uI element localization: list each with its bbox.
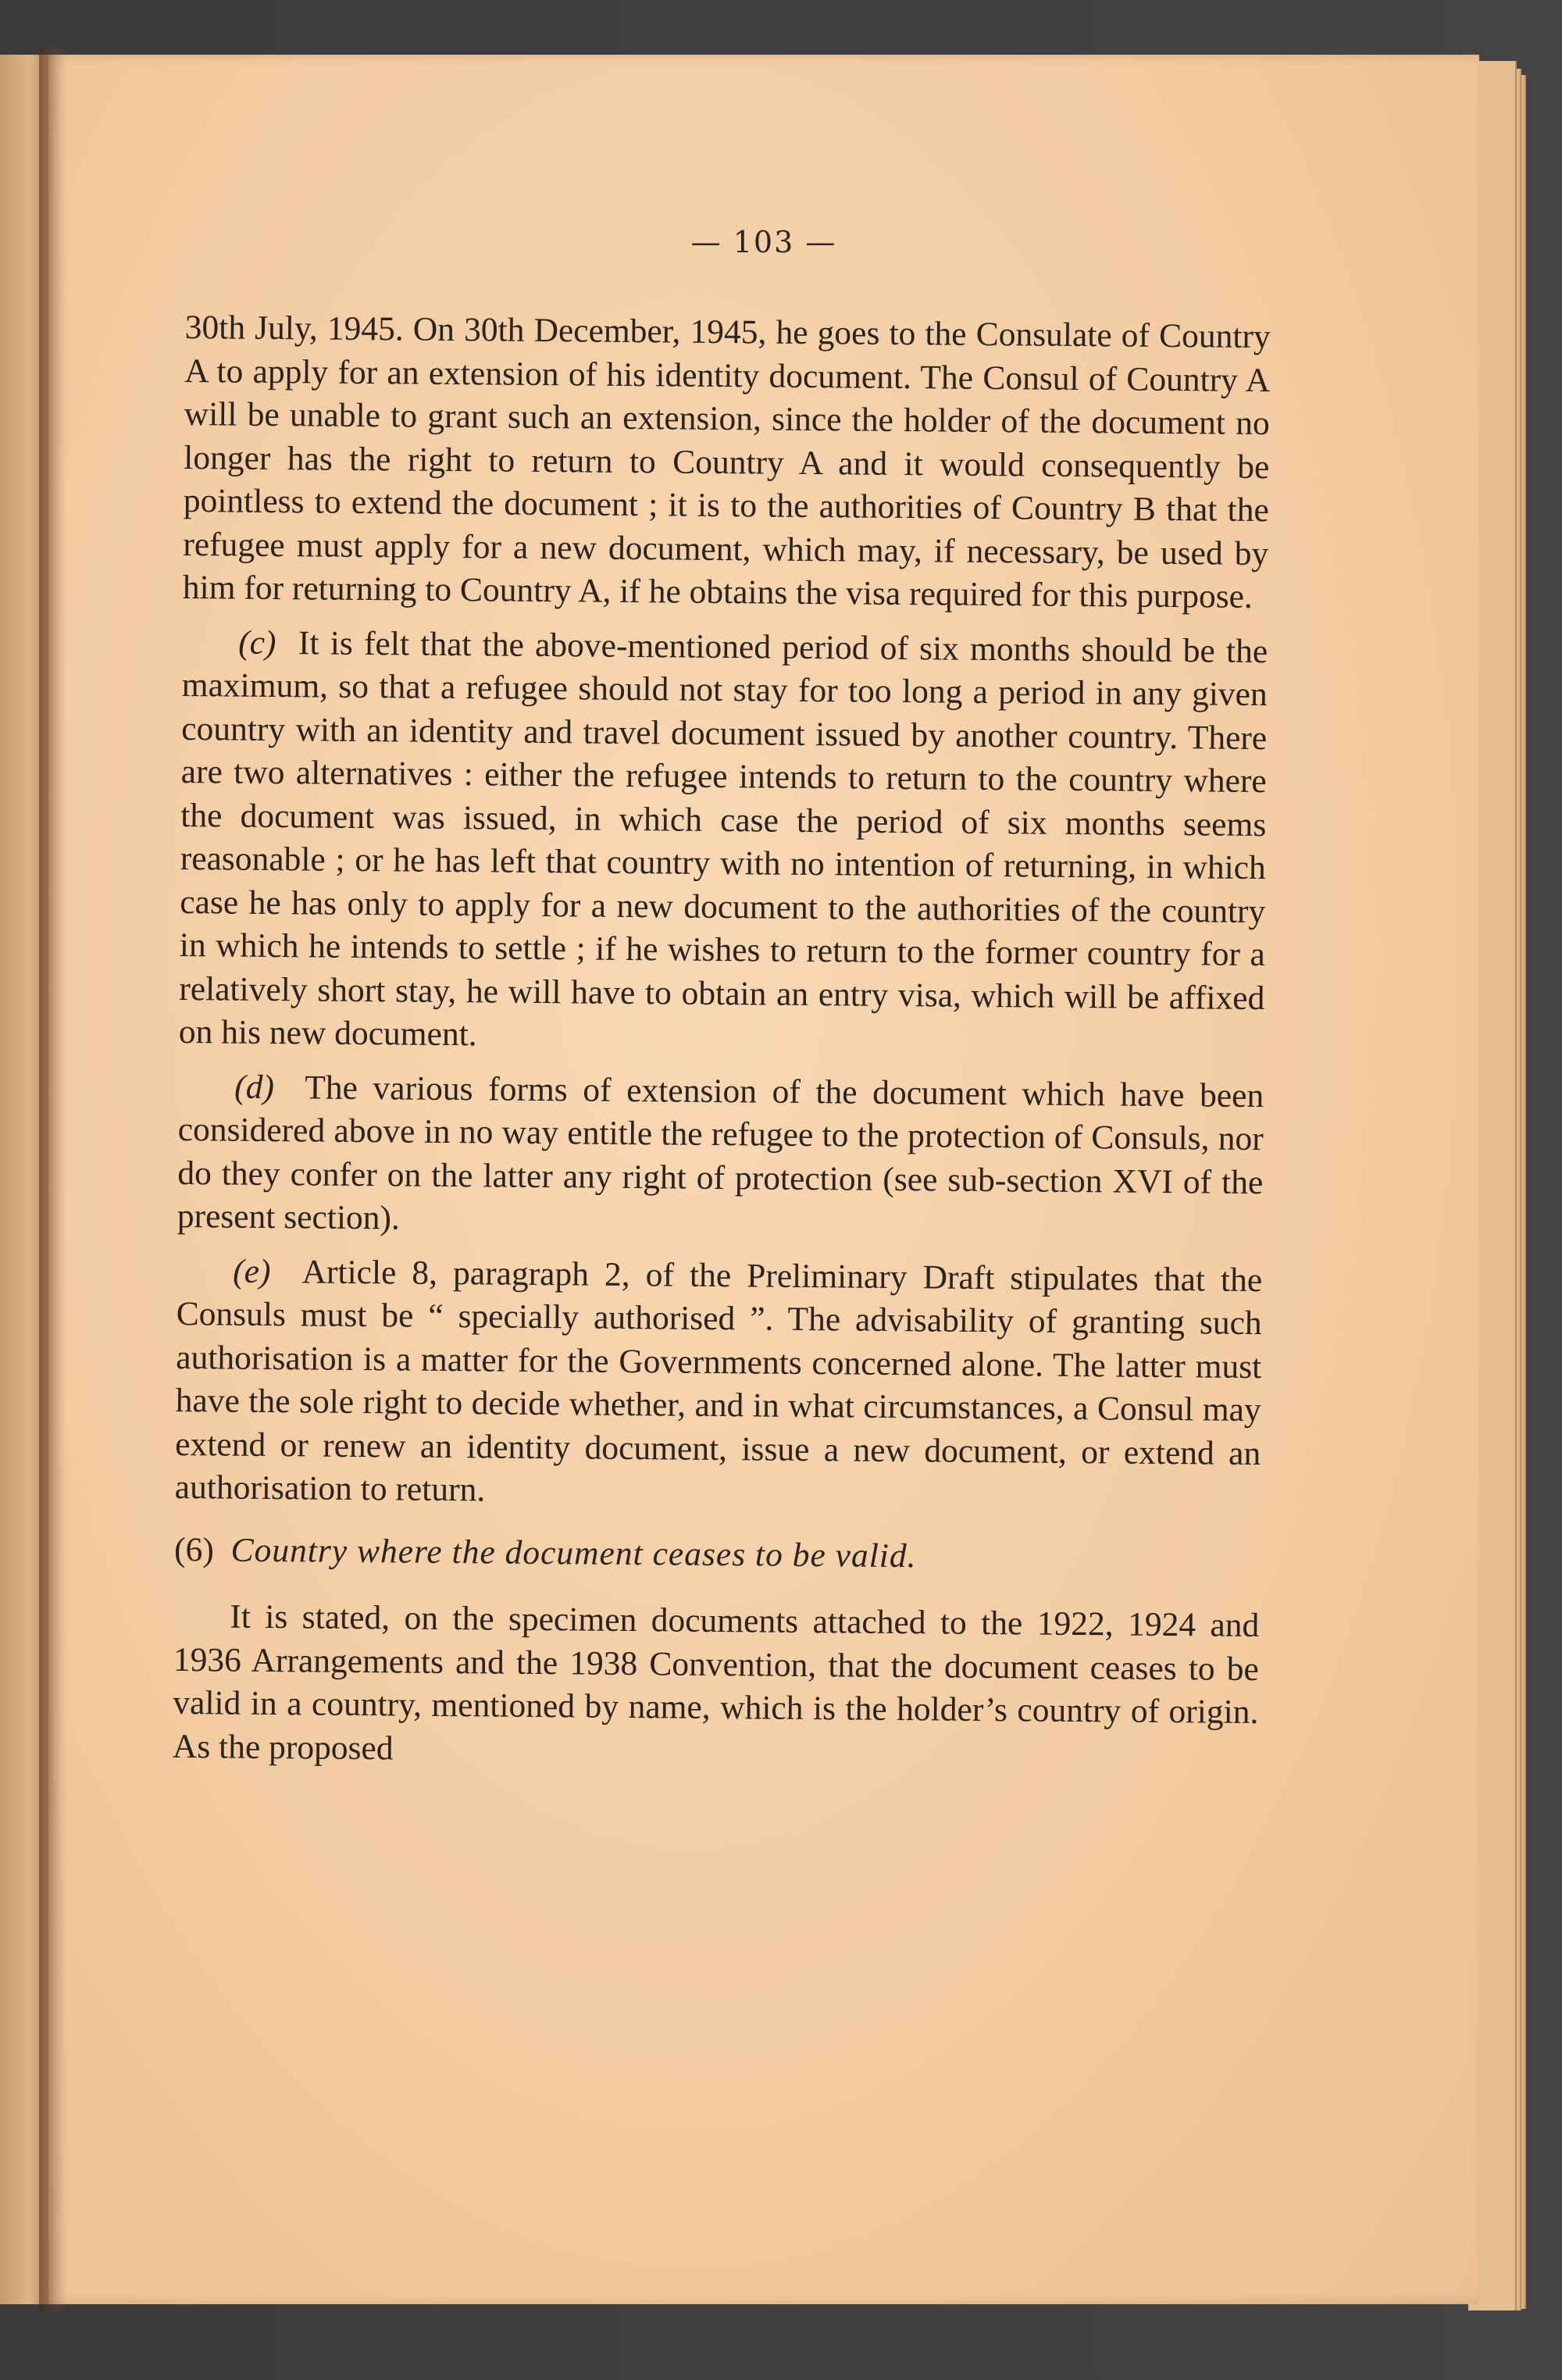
item-label: (c) xyxy=(238,623,276,662)
book-page xyxy=(48,55,1479,2304)
paragraph-continued: 30th July, 1945. On 30th December, 1945, he goes to the Consulate of Country A to apply for an extension of his identity document. The Consul of Country A will be unable to grant such an extension, since the holder of the document no longer has the right to return to Country A and it would consequently be pointless to extend the document ; it is to the authorities of Country B that the refugee must apply for a new document, which may, if necessary, be used by him for returning to Country A, if he obtains the visa required for this purpose. xyxy=(182,308,1271,616)
item-text: The various forms of extension of the document which have been considered above in no way entitle the refugee to the protection of Consuls, nor do they confer on the latter any right of protection (see sub-section XVI of the present section). xyxy=(177,1068,1264,1237)
item-label: (d) xyxy=(234,1068,275,1106)
section-title: Country where the document ceases to be valid. xyxy=(230,1531,917,1575)
section-heading xyxy=(174,1528,1260,1581)
item-label: (e) xyxy=(233,1252,271,1290)
spine-shadow xyxy=(39,47,67,2312)
paragraph-c xyxy=(179,620,1268,1063)
item-text: Article 8, paragraph 2, of the Preliminary Draft stipulates that the Consuls must be “ specially authorised ”. The advisability of granting such authorisation is a matter for the Governments concerned alone. The latter must have the sole right to decide whether, and in what circumstances, a Consul may extend or renew an identity document, issue a new document, or extend an authorisation to return. xyxy=(174,1252,1263,1509)
paragraph-e xyxy=(175,1249,1263,1518)
section-number: (6) xyxy=(173,1530,215,1568)
paragraph-d xyxy=(177,1065,1264,1247)
page-body xyxy=(173,306,1271,1789)
item-text: It is felt that the above-mentioned period of six months should be the maximum, so that a refugee should not stay for too long a period in any given country with an identity and travel document issued by another country. There are two alternatives : either the refugee intends to return to the country where the document was issued, in which case the period of six months seems reasonable ; or he has left that country with no intention of returning, in which case he has only to apply for a new document to the authorities of the country in which he intends to settle ; if he wishes to return to the former country for a relatively short stay, he will have to obtain an entry visa, which will be affixed on his new document. xyxy=(178,623,1268,1054)
page-number: — 103 — xyxy=(690,225,837,259)
paragraph-6: It is stated, on the specimen documents attached to the 1922, 1924 and 1936 Arrangements and the 1938 Convention, that the document ceases to be valid in a country, mentioned by name, which is the holder’s country of origin. As the proposed xyxy=(172,1597,1260,1767)
